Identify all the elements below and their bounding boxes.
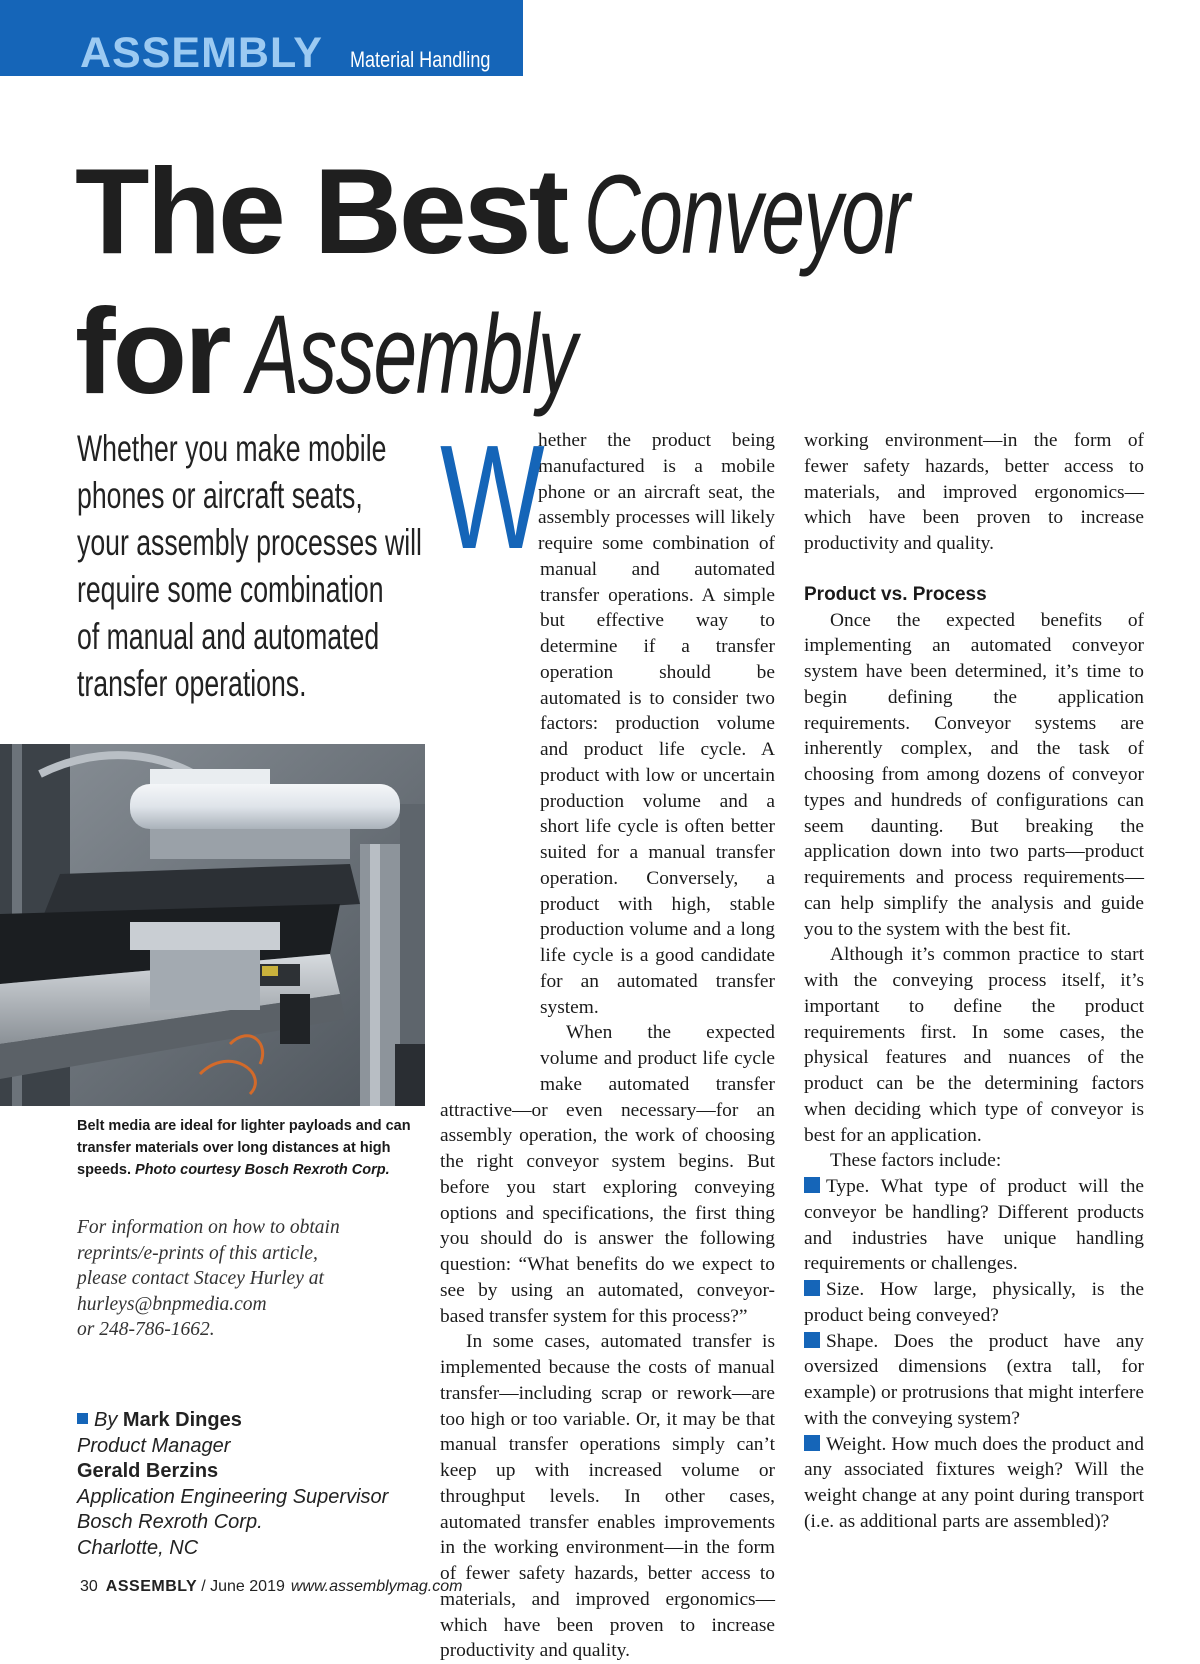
author-role: Application Engineering Supervisor [77, 1485, 389, 1508]
caption-credit: Photo courtesy Bosch Rexroth Corp. [135, 1162, 390, 1178]
reprint-notice [77, 1215, 422, 1343]
article-paragraph: These factors include: [830, 1150, 1002, 1172]
deck-line: transfer operations. [77, 663, 307, 704]
deck-line: require some combination [77, 569, 384, 610]
article-deck [77, 425, 422, 707]
column-wrap-spacer [440, 734, 540, 1084]
deck-line: phones or aircraft seats, [77, 475, 363, 516]
footer-magazine: ASSEMBLY [105, 1578, 198, 1595]
factor-bullet-text: Type. What type of product will the conveyor be handling? Different products and industries have unique handling requirements or challenges. [804, 1176, 1144, 1275]
deck-line: your assembly processes will [77, 522, 422, 563]
reprint-line: For information on how to obtain [77, 1217, 340, 1238]
article-paragraph-continued: working environment—in the form of fewer safety hazards, better access to materials, and improved ergonomics—which have been proven to increase productivity and quality. [804, 430, 1144, 554]
byline-by: By [94, 1409, 118, 1431]
article-paragraph: In some cases, automated transfer is implemented because the costs of manual transfer—including scrap or rework—are too high or too variable. Or, it may be that manual transfer operations simply can’t keep up with increased volume or throughput levels. In other cases, automated transfer enables improvements in the working environment—in the form of fewer safety hazards, better access to materials, and improved ergonomics—which have been proven to increase productivity and quality. [440, 1331, 775, 1662]
bullet-square-icon [804, 1332, 820, 1348]
bullet-square-icon [804, 1280, 820, 1296]
article-paragraph: Once the expected benefits of implementing an automated conveyor system have been determined, it’s time to begin defining the application requirements. Conveyor systems are inherently complex, and the task of choosing from among dozens of conveyor types and hundreds of configurations can seem daunting. But breaking the application down into two parts—product requirements and process requirements—can help simplify the analysis and guide you to the system with the best fit. [804, 609, 1144, 940]
title-italic-part-2: Assembly [246, 292, 576, 417]
article-title-line-1 [75, 143, 1048, 279]
factor-bullet [804, 1329, 1144, 1432]
photo-caption [77, 1115, 422, 1181]
article-column-2 [440, 415, 775, 1662]
bullet-square-icon [804, 1435, 820, 1451]
footer-url[interactable]: www.assemblymag.com [290, 1578, 463, 1595]
author-location: Charlotte, NC [77, 1536, 199, 1559]
section-subhead: Product vs. Process [804, 583, 987, 605]
byline-square-icon [77, 1413, 88, 1424]
article-paragraph: When the expected volume and product life cycle make automated transfer attractive—or even necessary—for an assembly operation, the work of choosing the right conveyor system begins. But before you start exploring conveying options and specifications, the first thing you should do is answer the following question: “What benefits do we expect to see by using an automated, conveyor-based transfer system for this process?” [440, 1022, 775, 1327]
bullet-square-icon [804, 1177, 820, 1193]
footer-issue: / June 2019 [201, 1578, 285, 1595]
caption-text: Belt media are ideal for lighter payloads and can transfer materials over long distances at high speeds. [77, 1118, 411, 1178]
author-role: Product Manager [77, 1434, 231, 1457]
title-bold-part-1: The Best [75, 143, 567, 279]
section-label: ASSEMBLY [80, 29, 323, 77]
factor-bullet [804, 1432, 1144, 1535]
factor-bullet-text: Size. How large, physically, is the product being conveyed? [804, 1279, 1144, 1326]
author-name: Gerald Berzins [77, 1460, 219, 1482]
article-paragraph: hether the product being manufactured is a mobile phone or an aircraft seat, the assembly processes will likely require some combination of manual and automated transfer operations. A simple but effective way to determine if a transfer operation should be automated is to consider two factors: production volume and product life cycle. A product with low or uncertain production volume and a short life cycle is often better suited for a manual transfer operation. Conversely, a product with high, stable production volume and a long life cycle is a good candidate for an automated transfer system. [538, 430, 775, 1018]
reprint-phone: or 248-786-1662. [77, 1319, 215, 1340]
subsection-label: Material Handling [350, 47, 491, 72]
author-byline [77, 1408, 422, 1561]
reprint-email[interactable]: hurleys@bnpmedia.com [77, 1293, 267, 1315]
drop-cap: W [440, 415, 545, 580]
reprint-line: please contact Stacey Hurley at [77, 1268, 324, 1289]
title-bold-part-2: for [75, 283, 229, 419]
title-italic-part-1: Conveyor [584, 152, 909, 277]
author-name: Mark Dinges [122, 1409, 242, 1431]
deck-line: Whether you make mobile [77, 428, 387, 469]
reprint-line: reprints/e-prints of this article, [77, 1242, 318, 1264]
article-title-line-2 [75, 283, 716, 419]
article-column-3 [804, 428, 1144, 1535]
conveyor-photo [0, 744, 425, 1106]
factor-bullet [804, 1174, 1144, 1277]
conveyor-photo-illustration [0, 744, 425, 1106]
article-paragraph: Although it’s common practice to start with the conveying process itself, it’s important to define the product requirements first. In some cases, the physical features and nuances of the product can be the determining factors when deciding which type of conveyor is best for an application. [804, 944, 1144, 1146]
factor-bullet-text: Weight. How much does the product and any associated fixtures weigh? Will the weight change at any point during transport (i.e. as additional parts are assembled)? [804, 1433, 1144, 1532]
author-company: Bosch Rexroth Corp. [77, 1511, 263, 1533]
page-number: 30 [80, 1578, 98, 1595]
page-footer [80, 1578, 462, 1596]
factor-bullet-text: Shape. Does the product have any oversized dimensions (extra tall, for example) or protrusions that might interfere with the conveying system? [804, 1330, 1144, 1429]
deck-line: of manual and automated [77, 616, 380, 657]
factor-bullet [804, 1277, 1144, 1329]
